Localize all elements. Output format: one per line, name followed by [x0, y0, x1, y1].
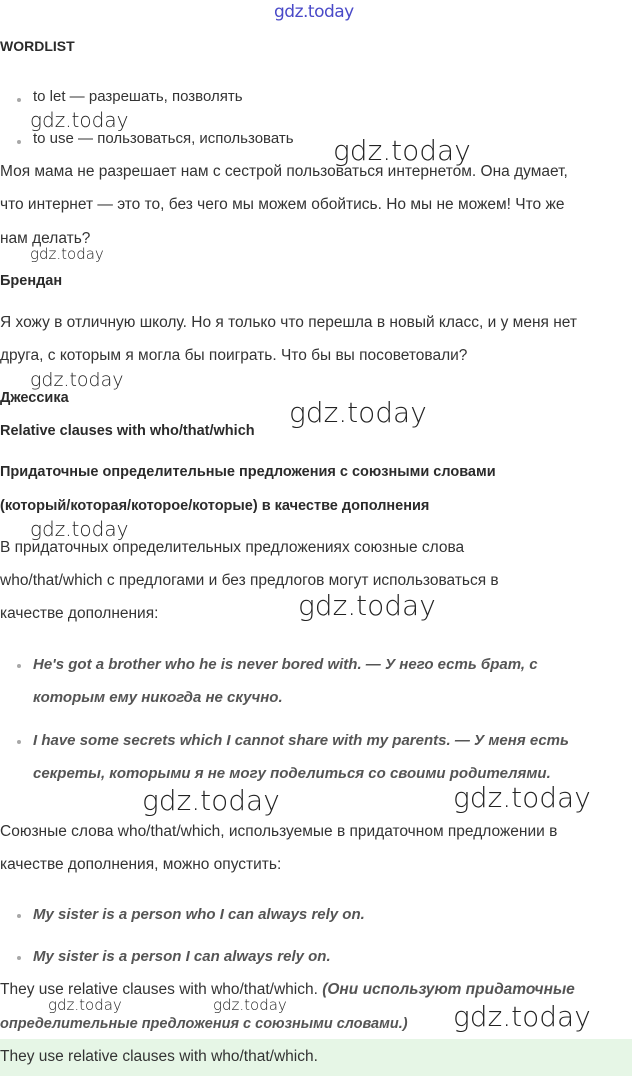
- bullet-dot: [17, 98, 21, 102]
- watermark: gdz.today: [289, 396, 427, 429]
- watermark: gdz.today: [30, 369, 124, 391]
- letter1-author: Брендан: [0, 273, 63, 289]
- letter2-line: Я хожу в отличную школу. Но я только что перешла в новый класс, и у меня нет: [0, 314, 577, 331]
- omit-text: Союзные слова who/that/which, используемые в придаточном предложении в: [0, 823, 558, 840]
- letter1-line: Моя мама не разрешает нам с сестрой пользоваться интернетом. Она думает,: [0, 163, 568, 180]
- omit-text: качестве дополнения, можно опустить:: [0, 856, 282, 873]
- example-line: секреты, которыми я не могу поделиться со своими родителями.: [33, 765, 551, 782]
- watermark: gdz.today: [453, 1000, 591, 1033]
- bullet-dot: [17, 664, 21, 668]
- grammar-intro: who/that/which с предлогами и без предлогов могут использоваться в: [0, 572, 499, 589]
- omit-example: My sister is a person I can always rely on.: [33, 948, 331, 965]
- watermark: gdz.today: [48, 996, 122, 1014]
- watermark: gdz.today: [142, 784, 280, 817]
- grammar-intro: В придаточных определительных предложениях союзные слова: [0, 539, 465, 556]
- watermark: gdz.today: [213, 996, 287, 1014]
- grammar-subtitle: (который/которая/которое/которые) в качестве дополнения: [0, 498, 430, 514]
- omit-example: My sister is a person who I can always rely on.: [33, 906, 365, 923]
- bullet-dot: [17, 140, 21, 144]
- grammar-intro: качестве дополнения:: [0, 605, 159, 622]
- bullet-dot: [17, 740, 21, 744]
- watermark: gdz.today: [30, 517, 129, 541]
- answer-line: определительные предложения с союзными словами.): [0, 1016, 408, 1032]
- letter1-line: нам делать?: [0, 230, 91, 247]
- grammar-subtitle: Придаточные определительные предложения с союзными словами: [0, 464, 496, 480]
- bullet-dot: [17, 914, 21, 918]
- watermark: gdz.today: [30, 108, 129, 132]
- letter1-line: что интернет — это то, без чего мы можем обойтись. Но мы не можем! Что же: [0, 196, 565, 213]
- bullet-dot: [17, 956, 21, 960]
- example-line: которым ему никогда не скучно.: [33, 689, 283, 706]
- final-answer: They use relative clauses with who/that/which.: [0, 1048, 318, 1065]
- example-line: I have some secrets which I cannot share with my parents. — У меня есть: [33, 732, 569, 749]
- wordlist-title: WORDLIST: [0, 38, 75, 54]
- watermark: gdz.today: [453, 781, 591, 814]
- example-line: He's got a brother who he is never bored with. — У него есть брат, с: [33, 656, 538, 673]
- watermark: gdz.today: [333, 134, 471, 167]
- letter2-line: друга, с которым я могла бы поиграть. Что бы вы посоветовали?: [0, 347, 468, 364]
- watermark: gdz.today: [30, 245, 104, 263]
- answer-line: They use relative clauses with who/that/which. (Они используют придаточные: [0, 981, 575, 998]
- wordlist-item: to use — пользоваться, использовать: [33, 130, 294, 147]
- grammar-title: Relative clauses with who/that/which: [0, 423, 255, 439]
- wordlist-item: to let — разрешать, позволять: [33, 88, 243, 105]
- letter2-author: Джессика: [0, 390, 69, 406]
- site-logo[interactable]: gdz.today: [274, 2, 354, 22]
- watermark: gdz.today: [298, 589, 436, 622]
